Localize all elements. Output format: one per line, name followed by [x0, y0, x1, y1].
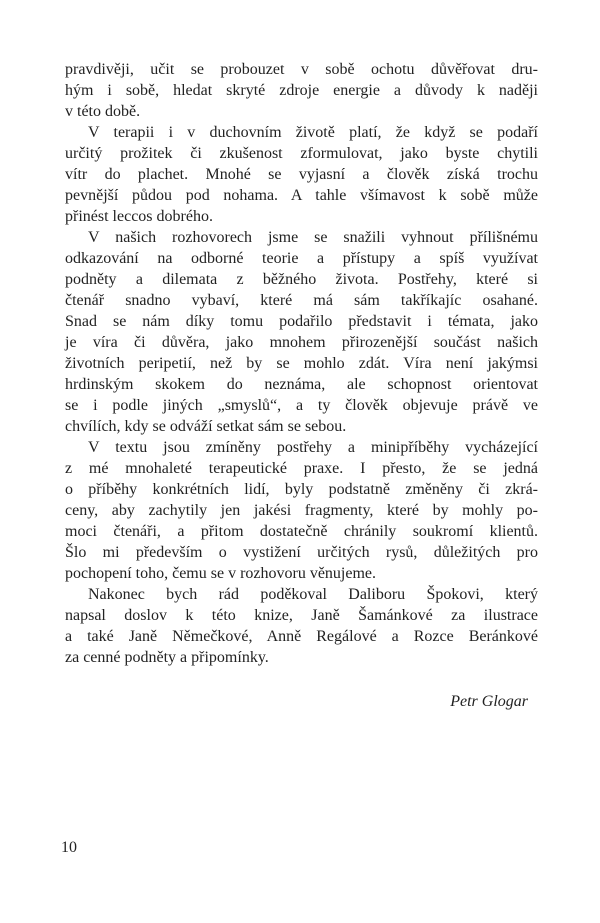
page-number: 10	[61, 839, 77, 856]
text-line: V textu jsou zmíněny postřehy a minipříběhy vycházející	[88, 439, 538, 456]
paragraph	[65, 59, 538, 122]
text-line: chvílích, kdy se odváží setkat sám se sebou.	[65, 418, 347, 435]
text-line: napsal doslov k této knize, Janě Šamánkové za ilustrace	[65, 607, 538, 624]
text-line: vítr do plachet. Mnohé se vyjasní a člověk získá trochu	[65, 166, 538, 183]
text-line: z mé mnohaleté terapeutické praxe. I přesto, že se jedná	[65, 460, 538, 477]
paragraph	[65, 122, 538, 227]
text-line: hým i sobě, hledat skryté zdroje energie a důvody k naději	[65, 82, 538, 99]
paragraph	[65, 227, 538, 437]
text-line: životních peripetií, než by se mohlo zdát. Víra není jakýmsi	[65, 355, 538, 372]
text-line: podněty a dilemata z běžného života. Postřehy, které si	[65, 271, 538, 288]
text-line: určitý prožitek či zkušenost zformulovat, jako byste chytili	[65, 145, 538, 162]
text-line: Šlo mi především o vystižení určitých rysů, důležitých pro	[65, 544, 538, 561]
text-line: o příběhy konkrétních lidí, byly podstatně změněny či zkrá-	[65, 481, 538, 498]
body-text	[65, 59, 538, 712]
text-line: moci čtenáři, a přitom dostatečně chránily soukromí klientů.	[65, 523, 538, 540]
text-line: pochopení toho, čemu se v rozhovoru věnujeme.	[65, 565, 377, 582]
text-line: se i podle jiných „smyslů“, a ty člověk objevuje právě ve	[65, 397, 538, 414]
text-line: Snad se nám díky tomu podařilo představit i témata, jako	[65, 313, 538, 330]
paragraph	[65, 437, 538, 584]
text-line: za cenné podněty a připomínky.	[65, 649, 269, 666]
paragraph	[65, 584, 538, 668]
text-line: pravdivěji, učit se probouzet v sobě ochotu důvěřovat dru-	[65, 61, 538, 78]
text-line: V terapii i v duchovním životě platí, že když se podaří	[88, 124, 538, 141]
text-line: a také Janě Němečkové, Anně Regálové a Rozce Beránkové	[65, 628, 538, 645]
text-line: čtenář snadno vybaví, které má sám takříkajíc osahané.	[65, 292, 538, 309]
text-line: odkazování na odborné teorie a přístupy a spíš využívat	[65, 250, 538, 267]
author-signature: Petr Glogar	[450, 693, 528, 710]
text-line: hrdinským skokem do neznáma, ale schopnost orientovat	[65, 376, 538, 393]
text-line: je víra či důvěra, jako mnohem přirozenější součást našich	[65, 334, 538, 351]
text-line: pevnější půdou pod nohama. A tahle všímavost k sobě může	[65, 187, 538, 204]
text-line: Nakonec bych rád poděkoval Daliboru Špokovi, který	[88, 586, 538, 603]
text-line: V našich rozhovorech jsme se snažili vyhnout přílišnému	[88, 229, 538, 246]
text-line: ceny, aby zachytily jen jakési fragmenty, které by mohly po-	[65, 502, 538, 519]
text-line: přinést leccos dobrého.	[65, 208, 213, 225]
text-line: v této době.	[65, 103, 141, 120]
